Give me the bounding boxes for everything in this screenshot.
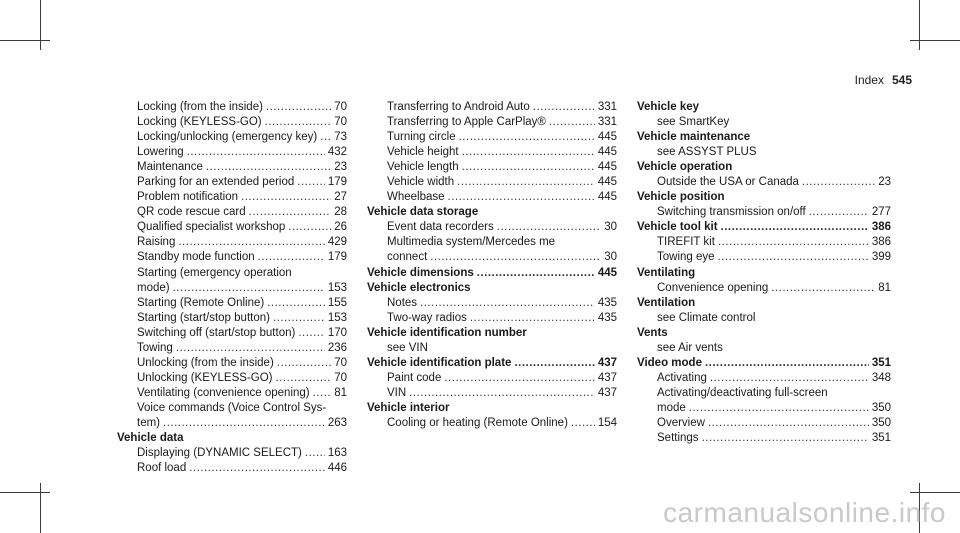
page-ref: 30 xyxy=(604,251,617,264)
leader-dots xyxy=(258,250,325,265)
entry-term: Unlocking (KEYLESS-GO) xyxy=(137,371,273,384)
index-entry[interactable] xyxy=(117,461,347,476)
crop-mark xyxy=(0,492,50,493)
entry-term: Activating xyxy=(657,371,707,384)
page-ref: 445 xyxy=(597,176,617,189)
entry-term: Ventilating (convenience opening) xyxy=(137,386,310,399)
entry-term: Vehicle width xyxy=(387,176,455,189)
entry-term: Cooling or heating (Remote Online) xyxy=(387,416,568,429)
index-subline: see VIN xyxy=(387,341,428,354)
entry-term: Transferring to Android Auto xyxy=(387,101,530,113)
index-heading: Ventilating xyxy=(637,266,696,279)
index-entry[interactable] xyxy=(117,326,347,341)
entry-term: Switching transmission on/off xyxy=(657,206,806,219)
entry-term: Locking (KEYLESS-GO) xyxy=(137,116,262,129)
index-entry[interactable] xyxy=(367,175,617,190)
entry-term: Displaying (DYNAMIC SELECT) xyxy=(137,447,302,460)
index-subline: see Climate control xyxy=(657,311,756,324)
index-entry[interactable] xyxy=(367,100,617,115)
leader-dots xyxy=(273,311,325,326)
leader-dots xyxy=(448,190,595,205)
leader-dots xyxy=(206,160,331,175)
page-ref: 153 xyxy=(327,311,347,324)
page-ref: 399 xyxy=(871,251,891,264)
index-subline: Voice commands (Voice Control Sys- xyxy=(137,401,327,414)
index-entry[interactable] xyxy=(117,446,347,461)
page-ref: 73 xyxy=(334,131,347,144)
page-ref: 445 xyxy=(597,266,617,279)
leader-dots xyxy=(430,250,601,265)
index-heading: Vents xyxy=(637,326,668,339)
leader-dots xyxy=(718,250,869,265)
index-subline: see Air vents xyxy=(657,341,723,354)
page-ref: 437 xyxy=(597,371,617,384)
entry-term: Turning circle xyxy=(387,131,456,144)
index-entry[interactable] xyxy=(117,356,347,371)
page-ref: 28 xyxy=(334,206,347,219)
leader-dots xyxy=(721,220,869,235)
entry-term: Parking for an extended period xyxy=(137,176,295,189)
entry-term: VIN xyxy=(387,386,407,399)
index-entry[interactable] xyxy=(367,371,617,386)
entry-term: Problem notification xyxy=(137,191,238,204)
index-heading-entry[interactable] xyxy=(367,356,617,371)
index-column-2 xyxy=(367,100,617,431)
page-ref: 386 xyxy=(871,236,891,249)
page-ref: 153 xyxy=(327,281,347,294)
page-ref: 70 xyxy=(334,371,347,384)
page-ref: 435 xyxy=(597,311,617,324)
index-entry[interactable] xyxy=(367,145,617,160)
index-entry[interactable] xyxy=(117,205,347,220)
page-ref: 429 xyxy=(327,236,347,249)
watermark: carmanualsonline.info xyxy=(663,497,946,528)
page-ref: 23 xyxy=(334,161,347,174)
page-ref: 236 xyxy=(327,341,347,354)
page-ref: 154 xyxy=(597,416,617,429)
index-heading: Vehicle electronics xyxy=(367,281,471,294)
entry-term: Vehicle tool kit xyxy=(637,221,718,234)
page-ref: 81 xyxy=(878,281,891,294)
leader-dots xyxy=(689,401,869,416)
leader-dots xyxy=(305,446,325,461)
leader-dots xyxy=(549,115,595,130)
leader-dots xyxy=(320,130,331,145)
entry-term: Convenience opening xyxy=(657,281,769,294)
leader-dots xyxy=(497,220,601,235)
entry-term: mode) xyxy=(137,281,170,294)
index-heading-entry[interactable] xyxy=(637,220,891,235)
entry-term: TIREFIT kit xyxy=(657,236,715,249)
crop-mark xyxy=(910,492,960,493)
entry-term: Lowering xyxy=(137,146,184,159)
leader-dots xyxy=(710,371,869,386)
entry-term: Overview xyxy=(657,416,705,429)
leader-dots xyxy=(178,235,324,250)
entry-term: Wheelbase xyxy=(387,191,445,204)
leader-dots xyxy=(265,115,332,130)
index-entry[interactable] xyxy=(117,296,347,311)
page-ref: 350 xyxy=(871,401,891,414)
page-ref: 263 xyxy=(327,416,347,429)
leader-dots xyxy=(470,311,595,326)
index-entry[interactable] xyxy=(367,386,617,401)
index-heading-entry[interactable] xyxy=(637,356,891,371)
leader-dots xyxy=(462,160,595,175)
entry-term: Raising xyxy=(137,236,176,249)
entry-term: connect xyxy=(387,251,428,264)
index-heading: Vehicle operation xyxy=(637,161,733,174)
page-ref: 163 xyxy=(327,447,347,460)
entry-term: tem) xyxy=(137,416,160,429)
leader-dots xyxy=(802,175,875,190)
entry-term: Transferring to Apple CarPlay® xyxy=(387,116,546,129)
index-heading: Vehicle position xyxy=(637,191,725,204)
header-label: Index xyxy=(854,73,884,87)
page-ref: 348 xyxy=(871,371,891,384)
index-heading: Vehicle maintenance xyxy=(637,131,751,144)
leader-dots xyxy=(702,431,869,446)
entry-term: Notes xyxy=(387,296,418,309)
index-entry[interactable] xyxy=(637,431,891,446)
page-ref: 432 xyxy=(327,146,347,159)
leader-dots xyxy=(459,130,595,145)
leader-dots xyxy=(457,175,595,190)
index-entry[interactable] xyxy=(637,235,891,250)
entry-term: Maintenance xyxy=(137,161,203,174)
page-ref: 351 xyxy=(871,432,891,445)
index-entry[interactable] xyxy=(117,160,347,175)
index-heading: Vehicle interior xyxy=(367,401,450,414)
index-entry[interactable] xyxy=(367,250,617,265)
index-heading: Vehicle key xyxy=(637,101,700,113)
leader-dots xyxy=(241,190,331,205)
page-ref: 23 xyxy=(878,176,891,189)
page-ref: 445 xyxy=(597,131,617,144)
crop-mark xyxy=(910,40,960,41)
leader-dots xyxy=(771,281,875,296)
leader-dots xyxy=(189,461,325,476)
leader-dots xyxy=(163,416,325,431)
index-subline: Activating/deactivating full-screen xyxy=(657,386,828,399)
leader-dots xyxy=(266,100,331,115)
crop-mark xyxy=(0,40,50,41)
page-ref: 437 xyxy=(597,386,617,399)
index-entry[interactable] xyxy=(367,220,617,235)
index-entry[interactable] xyxy=(117,250,347,265)
index-entry[interactable] xyxy=(117,281,347,296)
index-entry[interactable] xyxy=(117,341,347,356)
entry-term: Starting (Remote Online) xyxy=(137,296,265,309)
index-subline: see SmartKey xyxy=(657,116,730,129)
entry-term: Vehicle length xyxy=(387,161,459,174)
page-ref: 331 xyxy=(597,116,617,129)
index-heading-entry[interactable] xyxy=(367,266,617,281)
leader-dots xyxy=(533,100,595,115)
index-entry[interactable] xyxy=(117,311,347,326)
page-number: 545 xyxy=(891,73,912,87)
leader-dots xyxy=(462,145,595,160)
index-subline: Starting (emergency operation xyxy=(137,266,292,279)
leader-dots xyxy=(267,296,325,311)
entry-term: Roof load xyxy=(137,462,187,475)
entry-term: Starting (start/stop button) xyxy=(137,311,270,324)
index-entry[interactable] xyxy=(637,250,891,265)
page-header xyxy=(855,73,912,87)
index-heading: Vehicle identification number xyxy=(367,326,527,339)
page-ref: 386 xyxy=(871,221,891,234)
index-entry[interactable] xyxy=(637,401,891,416)
leader-dots xyxy=(276,371,332,386)
page-ref: 27 xyxy=(334,191,347,204)
index-entry[interactable] xyxy=(117,115,347,130)
index-entry[interactable] xyxy=(367,296,617,311)
page-ref: 70 xyxy=(334,116,347,129)
index-entry[interactable] xyxy=(117,235,347,250)
index-entry[interactable] xyxy=(117,175,347,190)
index-column-3 xyxy=(637,100,891,446)
leader-dots xyxy=(249,205,332,220)
index-subline: Multimedia system/Mercedes me xyxy=(387,236,556,249)
entry-term: Outside the USA or Canada xyxy=(657,176,799,189)
leader-dots xyxy=(477,266,595,281)
index-column-1 xyxy=(117,100,347,476)
index-entry[interactable] xyxy=(117,386,347,401)
entry-term: Locking (from the inside) xyxy=(137,101,263,113)
index-entry[interactable] xyxy=(637,416,891,431)
entry-term: Video mode xyxy=(637,356,702,369)
entry-term: Towing xyxy=(137,341,173,354)
leader-dots xyxy=(514,356,594,371)
entry-term: Qualified specialist workshop xyxy=(137,221,286,234)
leader-dots xyxy=(187,145,325,160)
index-entry[interactable] xyxy=(117,145,347,160)
entry-term: Unlocking (from the inside) xyxy=(137,356,274,369)
page-ref: 445 xyxy=(597,191,617,204)
index-entry[interactable] xyxy=(117,190,347,205)
entry-term: mode xyxy=(657,401,686,414)
leader-dots xyxy=(409,386,595,401)
page-ref: 179 xyxy=(327,176,347,189)
page-ref: 155 xyxy=(327,296,347,309)
entry-term: Towing eye xyxy=(657,251,715,264)
index-heading: Ventilation xyxy=(637,296,696,309)
page-ref: 179 xyxy=(327,251,347,264)
index-entry[interactable] xyxy=(117,220,347,235)
page-ref: 70 xyxy=(334,356,347,369)
leader-dots xyxy=(313,386,332,401)
index-entry[interactable] xyxy=(367,311,617,326)
page-ref: 445 xyxy=(597,161,617,174)
page-ref: 437 xyxy=(597,356,617,369)
index-entry[interactable] xyxy=(637,281,891,296)
page-ref: 445 xyxy=(597,146,617,159)
leader-dots xyxy=(571,416,595,431)
index-entry[interactable] xyxy=(637,205,891,220)
page-ref: 351 xyxy=(871,356,891,369)
index-subline: see ASSYST PLUS xyxy=(657,146,757,159)
index-entry[interactable] xyxy=(637,371,891,386)
index-entry[interactable] xyxy=(117,100,347,115)
entry-term: Settings xyxy=(657,432,699,445)
page-ref: 350 xyxy=(871,416,891,429)
page-ref: 446 xyxy=(327,462,347,475)
crop-mark xyxy=(40,483,41,533)
index-entry[interactable] xyxy=(117,416,347,431)
page-ref: 26 xyxy=(334,221,347,234)
page-ref: 170 xyxy=(327,326,347,339)
index-heading: Vehicle data storage xyxy=(367,206,479,219)
index-entry[interactable] xyxy=(117,130,347,145)
leader-dots xyxy=(809,205,869,220)
leader-dots xyxy=(444,371,594,386)
leader-dots xyxy=(420,296,595,311)
leader-dots xyxy=(173,281,325,296)
index-entry[interactable] xyxy=(367,416,617,431)
leader-dots xyxy=(288,220,331,235)
crop-mark xyxy=(40,0,41,50)
leader-dots xyxy=(718,235,869,250)
index-entry[interactable] xyxy=(637,175,891,190)
page-ref: 331 xyxy=(597,101,617,113)
index-entry[interactable] xyxy=(367,130,617,145)
index-heading: Vehicle data xyxy=(117,432,184,445)
index-entry[interactable] xyxy=(117,371,347,386)
leader-dots xyxy=(277,356,331,371)
page-ref: 81 xyxy=(334,386,347,399)
leader-dots xyxy=(298,326,325,341)
leader-dots xyxy=(297,175,325,190)
index-entry[interactable] xyxy=(367,160,617,175)
index-entry[interactable] xyxy=(367,115,617,130)
entry-term: Locking/unlocking (emergency key) xyxy=(137,131,318,144)
entry-term: Vehicle dimensions xyxy=(367,266,474,279)
leader-dots xyxy=(705,356,869,371)
entry-term: Switching off (start/stop button) xyxy=(137,326,296,339)
page-ref: 435 xyxy=(597,296,617,309)
crop-mark xyxy=(919,0,920,50)
entry-term: Paint code xyxy=(387,371,442,384)
index-entry[interactable] xyxy=(367,190,617,205)
leader-dots xyxy=(708,416,869,431)
entry-term: Event data recorders xyxy=(387,221,494,234)
page-ref: 70 xyxy=(334,101,347,113)
entry-term: QR code rescue card xyxy=(137,206,246,219)
page-ref: 277 xyxy=(871,206,891,219)
entry-term: Two-way radios xyxy=(387,311,467,324)
entry-term: Standby mode function xyxy=(137,251,255,264)
page-ref: 30 xyxy=(604,221,617,234)
entry-term: Vehicle height xyxy=(387,146,459,159)
leader-dots xyxy=(176,341,325,356)
entry-term: Vehicle identification plate xyxy=(367,356,512,369)
